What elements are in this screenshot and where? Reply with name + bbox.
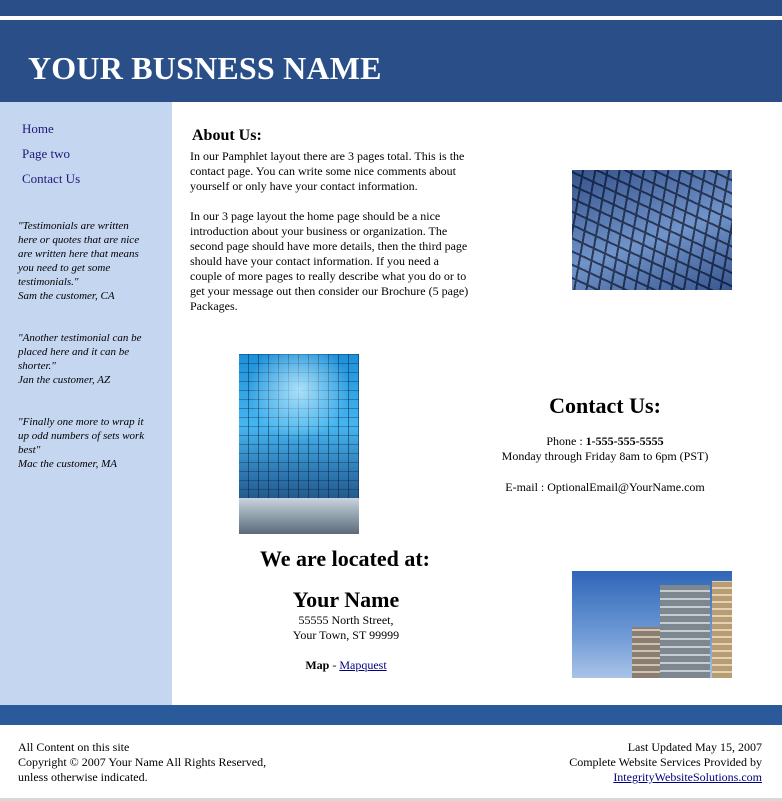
phone-number: 1-555-555-5555 bbox=[585, 434, 664, 448]
testimonial-line: "Finally one more to wrap it bbox=[18, 416, 144, 428]
footer-line: All Content on this site bbox=[18, 740, 130, 754]
testimonial-author: Mac the customer, MA bbox=[18, 458, 117, 470]
glass-dome-photo bbox=[239, 354, 359, 534]
footer-line: unless otherwise indicated. bbox=[18, 770, 148, 784]
testimonial-author: Sam the customer, CA bbox=[18, 290, 115, 302]
contact-phone bbox=[472, 434, 738, 449]
testimonial-line: you need to get some bbox=[18, 262, 111, 274]
location-city: Your Town, ST 99999 bbox=[292, 628, 400, 642]
mapquest-link[interactable]: Mapquest bbox=[339, 658, 387, 672]
text-line: In our Pamphlet layout there are 3 pages total. This is the bbox=[190, 149, 465, 163]
footer-copyright bbox=[18, 740, 266, 785]
location-name: Your Name bbox=[292, 587, 400, 612]
text-line: introduction about your business or organization. The bbox=[190, 224, 448, 238]
about-text bbox=[190, 149, 512, 329]
testimonial-3 bbox=[18, 415, 158, 471]
location-heading: We are located at: bbox=[259, 546, 431, 571]
contact-hours: Monday through Friday 8am to 6pm (PST) bbox=[501, 449, 709, 463]
sidebar bbox=[0, 102, 172, 705]
last-updated: Last Updated May 15, 2007 bbox=[627, 740, 762, 754]
text-line: Packages. bbox=[190, 299, 238, 313]
testimonial-author: Jan the customer, AZ bbox=[18, 374, 111, 386]
nav-page-two-link[interactable]: Page two bbox=[22, 146, 71, 161]
footer-credits bbox=[569, 740, 762, 785]
location-street: 55555 North Street, bbox=[298, 613, 394, 627]
testimonial-line: "Testimonials are written bbox=[18, 220, 129, 232]
text-line: second page should have more details, then the third page bbox=[190, 239, 468, 253]
text-line: couple of more pages to really describe what you do or to bbox=[190, 269, 467, 283]
about-heading: About Us: bbox=[192, 127, 262, 144]
photo-tower bbox=[712, 581, 732, 678]
testimonial-2 bbox=[18, 331, 158, 387]
contact-email bbox=[472, 480, 738, 495]
text-line: contact page. You can write some nice comments about bbox=[190, 164, 456, 178]
nav-home-link[interactable]: Home bbox=[22, 121, 54, 136]
testimonial-line: placed here and it can be bbox=[18, 346, 130, 358]
glass-grid-photo bbox=[572, 170, 732, 290]
map-separator: - bbox=[329, 658, 340, 672]
testimonial-line: "Another testimonial can be bbox=[18, 332, 142, 344]
testimonial-line: here or quotes that are nice bbox=[18, 234, 140, 246]
contact-heading: Contact Us: bbox=[549, 393, 661, 418]
testimonial-1 bbox=[18, 219, 158, 303]
map-label: Map bbox=[305, 658, 330, 672]
photo-floor bbox=[239, 498, 359, 534]
office-building-photo bbox=[572, 571, 732, 678]
site-title: YOUR BUSNESS NAME bbox=[28, 50, 382, 86]
location-map bbox=[226, 658, 466, 673]
photo-tower bbox=[660, 585, 710, 678]
email-label: E-mail : bbox=[505, 480, 545, 494]
email-address: OptionalEmail@YourName.com bbox=[547, 480, 705, 494]
about-paragraph-2 bbox=[190, 209, 512, 314]
testimonial-line: testimonials." bbox=[18, 276, 79, 288]
phone-label: Phone : bbox=[546, 434, 583, 448]
testimonial-line: shorter." bbox=[18, 360, 56, 372]
services-text: Complete Website Services Provided by bbox=[569, 755, 762, 769]
text-line: In our 3 page layout the home page should be a nice bbox=[190, 209, 441, 223]
nav-contact-us-link[interactable]: Contact Us bbox=[22, 171, 81, 186]
testimonial-line: best" bbox=[18, 444, 41, 456]
footer-bar bbox=[0, 705, 782, 725]
testimonial-line: up odd numbers of sets work bbox=[18, 430, 145, 442]
footer-line: Copyright © 2007 Your Name All Rights Reserved, bbox=[18, 755, 267, 769]
about-paragraph-1 bbox=[190, 149, 512, 194]
integrity-link[interactable]: IntegrityWebsiteSolutions.com bbox=[613, 770, 762, 784]
photo-tower bbox=[632, 627, 662, 678]
top-bar bbox=[0, 0, 782, 16]
text-line: should have your contact information. If you need a bbox=[190, 254, 439, 268]
testimonial-line: are written here that means bbox=[18, 248, 139, 260]
site-header bbox=[0, 20, 782, 102]
text-line: yourself or only have your contact information. bbox=[190, 179, 418, 193]
text-line: get your message out then consider our Brochure (5 page) bbox=[190, 284, 469, 298]
